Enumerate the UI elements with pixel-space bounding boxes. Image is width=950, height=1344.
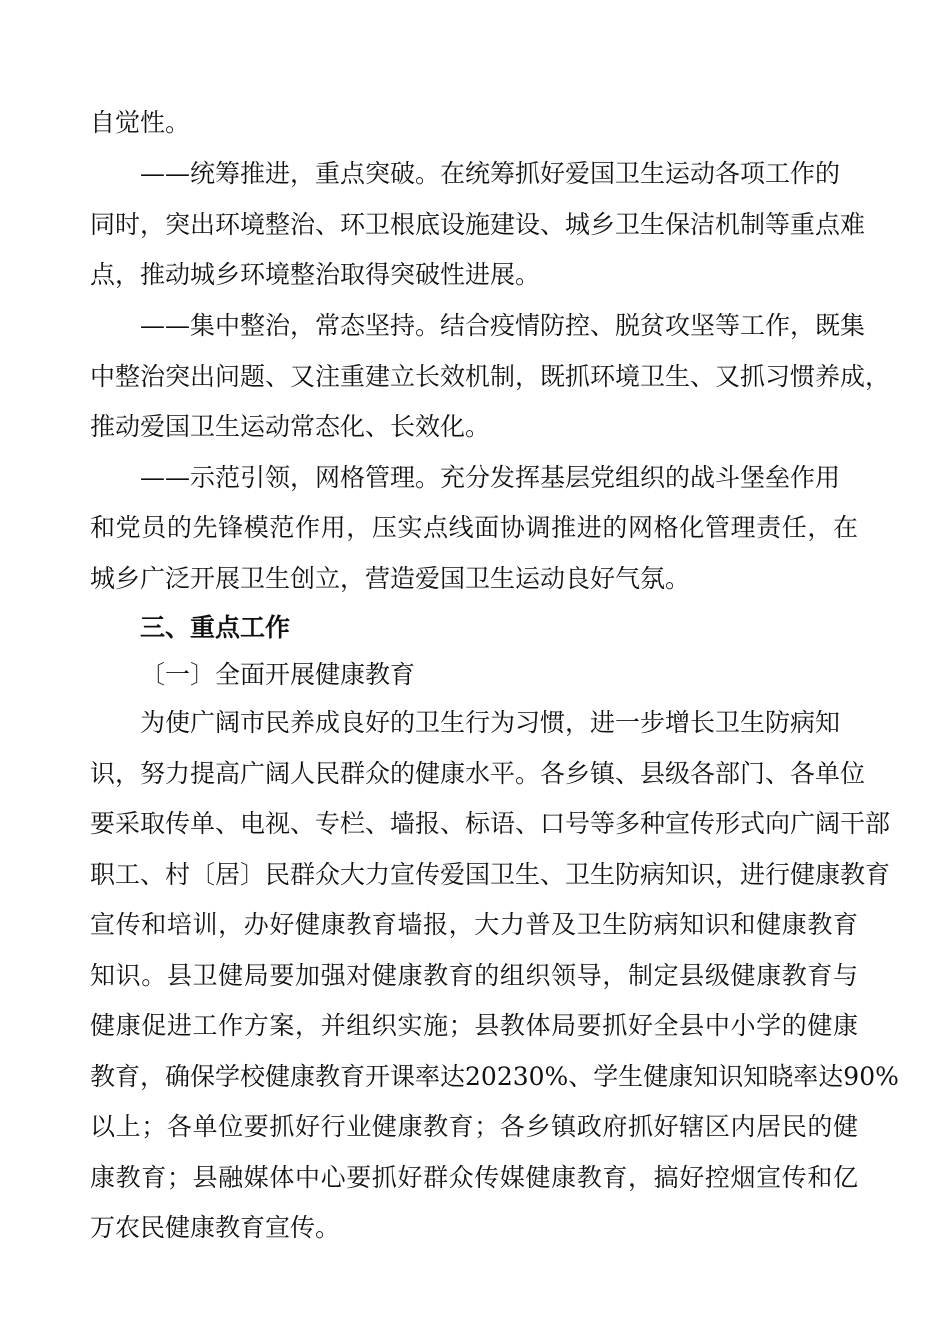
paragraph-line: 万农民健康教育宣传。 xyxy=(90,1213,341,1242)
paragraph-line: 要采取传单、电视、专栏、墙报、标语、口号等多种宣传形式向广阔干部 xyxy=(90,809,891,838)
paragraph-line: 为使广阔市民养成良好的卫生行为习惯，进一步增长卫生防病知 xyxy=(140,708,841,737)
paragraph-line: 中整治突出问题、又注重建立长效机制，既抓环境卫生、又抓习惯养成， xyxy=(90,362,891,391)
paragraph-line: 识，努力提高广阔人民群众的健康水平。各乡镇、县级各部门、各单位 xyxy=(90,759,866,788)
paragraph-line: 推动爱国卫生运动常态化、长效化。 xyxy=(90,412,491,441)
paragraph-line: 自觉性。 xyxy=(90,108,191,137)
paragraph-line: 康教育；县融媒体中心要抓好群众传媒健康教育，搞好控烟宣传和亿 xyxy=(90,1163,858,1192)
principle-line: ——示范引领，网格管理。充分发挥基层党组织的战斗堡垒作用 xyxy=(140,463,841,492)
section-heading: 三、重点工作 xyxy=(140,613,291,642)
paragraph-line: 同时，突出环境整治、环卫根底设施建设、城乡卫生保洁机制等重点难 xyxy=(90,210,866,239)
principle-line: ——集中整治，常态坚持。结合疫情防控、脱贫攻坚等工作，既集 xyxy=(140,311,866,340)
paragraph-line: 和党员的先锋模范作用，压实点线面协调推进的网格化管理责任，在 xyxy=(90,513,858,542)
principle-line: ——统筹推进，重点突破。在统筹抓好爱国卫生运动各项工作的 xyxy=(140,159,841,188)
paragraph-line: 城乡广泛开展卫生创立，营造爱国卫生运动良好气氛。 xyxy=(90,564,691,593)
paragraph-line: 知识。县卫健局要加强对健康教育的组织领导，制定县级健康教育与 xyxy=(90,961,858,990)
paragraph-line: 教育，确保学校健康教育开课率达20230%、学生健康知识知晓率达90% xyxy=(90,1062,899,1091)
paragraph-line: 健康促进工作方案，并组织实施；县教体局要抓好全县中小学的健康 xyxy=(90,1011,858,1040)
subsection-heading: 〔一〕全面开展健康教育 xyxy=(140,660,416,689)
paragraph-line: 宣传和培训，办好健康教育墙报，大力普及卫生防病知识和健康教育 xyxy=(90,910,858,939)
paragraph-line: 职工、村〔居〕民群众大力宣传爱国卫生、卫生防病知识，进行健康教育 xyxy=(90,860,891,889)
paragraph-line: 点，推动城乡环境整治取得突破性进展。 xyxy=(90,260,541,289)
paragraph-line: 以上；各单位要抓好行业健康教育；各乡镇政府抓好辖区内居民的健 xyxy=(90,1112,858,1141)
